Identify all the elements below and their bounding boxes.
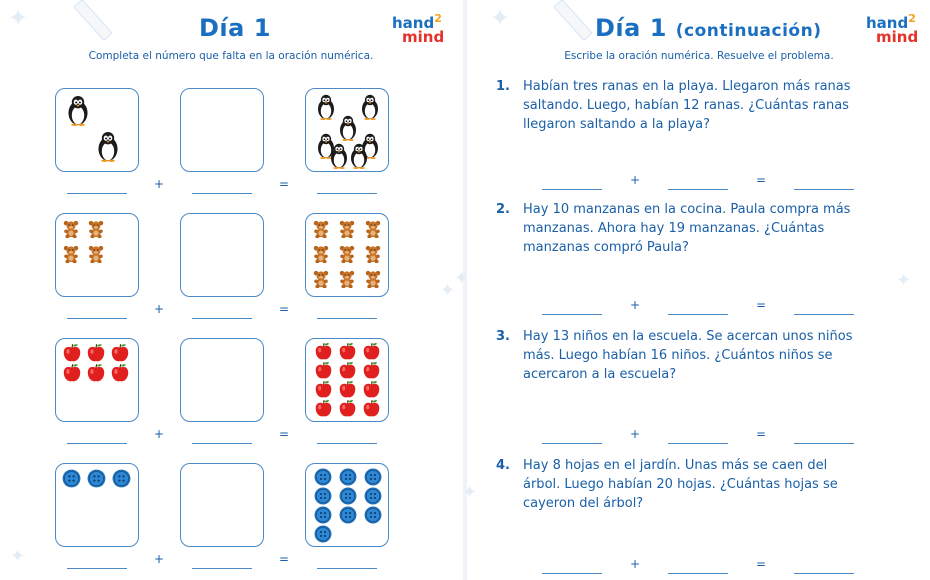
worksheet-page-right (454, 0, 930, 580)
apple-icon (362, 361, 381, 380)
button-icon (339, 468, 357, 486)
teddy-bear-icon (338, 220, 356, 238)
answer-blank[interactable] (192, 443, 252, 444)
equals-sign: = (755, 557, 767, 571)
picture-box-total (305, 338, 389, 422)
page-title-suffix: (continuación) (675, 21, 822, 41)
picture-box-total (305, 463, 389, 547)
problem-number: 3. (496, 329, 510, 344)
star-decoration: ✦ (896, 270, 912, 291)
apple-icon (314, 380, 333, 399)
problem-number: 1. (496, 79, 510, 94)
apple-icon (62, 363, 82, 383)
button-icon (112, 469, 131, 488)
worksheet-page-left (0, 0, 462, 580)
pencil-decoration (73, 0, 113, 41)
plus-sign: + (629, 173, 641, 187)
answer-blank[interactable] (67, 193, 127, 194)
page-title: Día 1 (continuación) (595, 14, 822, 42)
problem-text: Hay 8 hojas en el jardín. Unas más se caen del árbol. Luego habían 20 hojas. ¿Cuántas hojas se cayeron del árbol? (523, 458, 838, 511)
teddy-bear-icon (87, 220, 105, 238)
equals-sign: = (755, 427, 767, 441)
apple-icon (338, 399, 357, 418)
answer-blank[interactable] (192, 318, 252, 319)
pencil-decoration (553, 0, 593, 41)
teddy-bear-icon (312, 245, 330, 263)
problem-number: 4. (496, 458, 510, 473)
apple-icon (110, 343, 130, 363)
plus-sign: + (629, 298, 641, 312)
answer-blank[interactable] (542, 573, 602, 574)
picture-box-left (55, 463, 139, 547)
equals-sign: = (278, 552, 290, 566)
star-decoration: ✦ (10, 546, 26, 567)
answer-blank[interactable] (794, 314, 854, 315)
button-icon (364, 487, 382, 505)
answer-blank[interactable] (317, 568, 377, 569)
penguin-icon (349, 143, 369, 169)
teddy-bear-icon (312, 270, 330, 288)
apple-icon (86, 343, 106, 363)
answer-blank[interactable] (67, 443, 127, 444)
hand2mind-logo: hand$^2$ mind (866, 12, 919, 47)
answer-blank[interactable] (317, 443, 377, 444)
button-icon (314, 468, 332, 486)
equals-sign: = (755, 298, 767, 312)
teddy-bear-icon (62, 220, 80, 238)
star-decoration: ✦ (8, 4, 29, 32)
penguin-icon (360, 94, 380, 120)
apple-icon (110, 363, 130, 383)
button-icon (314, 525, 332, 543)
button-icon (87, 469, 106, 488)
plus-sign: + (153, 177, 165, 191)
teddy-bear-icon (364, 220, 382, 238)
apple-icon (338, 380, 357, 399)
apple-icon (362, 380, 381, 399)
answer-box[interactable] (180, 213, 264, 297)
problem-text: Hay 10 manzanas en la cocina. Paula compra más manzanas. Ahora hay 19 manzanas. ¿Cuántas manzanas compró Paula? (523, 202, 851, 255)
problem-text: Habían tres ranas en la playa. Llegaron más ranas saltando. Luego, habían 12 ranas. ¿Cuántas ranas llegaron saltando a la playa? (523, 79, 851, 132)
problem-text: Hay 13 niños en la escuela. Se acercan unos niños más. Luego habían 16 niños. ¿Cuántos niños se acercaron a la escuela? (523, 329, 853, 382)
button-icon (339, 506, 357, 524)
apple-icon (314, 342, 333, 361)
apple-icon (86, 363, 106, 383)
answer-blank[interactable] (794, 189, 854, 190)
answer-box[interactable] (180, 338, 264, 422)
picture-box-left (55, 88, 139, 172)
answer-blank[interactable] (794, 443, 854, 444)
button-icon (62, 469, 81, 488)
answer-blank[interactable] (317, 318, 377, 319)
star-decoration: ✦ (490, 4, 511, 32)
teddy-bear-icon (87, 245, 105, 263)
answer-blank[interactable] (192, 568, 252, 569)
answer-blank[interactable] (668, 443, 728, 444)
equals-sign: = (278, 427, 290, 441)
penguin-icon (316, 94, 336, 120)
penguin-icon (66, 95, 90, 126)
problem-number: 2. (496, 202, 510, 217)
teddy-bear-icon (312, 220, 330, 238)
teddy-bear-icon (338, 245, 356, 263)
apple-icon (362, 342, 381, 361)
star-decoration: ✦ (440, 280, 456, 301)
equals-sign: = (278, 177, 290, 191)
instruction-text: Escribe la oración numérica. Resuelve el problema. (564, 50, 834, 62)
button-icon (314, 487, 332, 505)
apple-icon (338, 342, 357, 361)
star-decoration: ✦ (462, 482, 478, 503)
teddy-bear-icon (364, 245, 382, 263)
teddy-bear-icon (364, 270, 382, 288)
answer-blank[interactable] (192, 193, 252, 194)
answer-blank[interactable] (542, 443, 602, 444)
penguin-icon (329, 143, 349, 169)
page-title: Día 1 (199, 14, 271, 42)
answer-box[interactable] (180, 463, 264, 547)
plus-sign: + (629, 557, 641, 571)
button-icon (364, 468, 382, 486)
picture-box-left (55, 338, 139, 422)
button-icon (314, 506, 332, 524)
teddy-bear-icon (338, 270, 356, 288)
answer-blank[interactable] (317, 193, 377, 194)
answer-box[interactable] (180, 88, 264, 172)
plus-sign: + (153, 427, 165, 441)
answer-blank[interactable] (67, 568, 127, 569)
apple-icon (338, 361, 357, 380)
picture-box-total (305, 88, 389, 172)
teddy-bear-icon (62, 245, 80, 263)
answer-blank[interactable] (542, 314, 602, 315)
picture-box-left (55, 213, 139, 297)
button-icon (339, 487, 357, 505)
apple-icon (314, 399, 333, 418)
picture-box-total (305, 213, 389, 297)
answer-blank[interactable] (668, 189, 728, 190)
answer-blank[interactable] (668, 314, 728, 315)
plus-sign: + (153, 302, 165, 316)
hand2mind-logo: hand$^2$ mind (392, 12, 445, 47)
star-decoration: ✦ (454, 268, 470, 289)
button-icon (364, 506, 382, 524)
apple-icon (362, 399, 381, 418)
instruction-text: Completa el número que falta en la oración numérica. (88, 50, 374, 62)
answer-blank[interactable] (794, 573, 854, 574)
penguin-icon (96, 131, 120, 162)
answer-blank[interactable] (542, 189, 602, 190)
equals-sign: = (278, 302, 290, 316)
apple-icon (62, 343, 82, 363)
plus-sign: + (629, 427, 641, 441)
answer-blank[interactable] (67, 318, 127, 319)
equals-sign: = (755, 173, 767, 187)
plus-sign: + (153, 552, 165, 566)
penguin-icon (338, 115, 358, 141)
answer-blank[interactable] (668, 573, 728, 574)
apple-icon (314, 361, 333, 380)
